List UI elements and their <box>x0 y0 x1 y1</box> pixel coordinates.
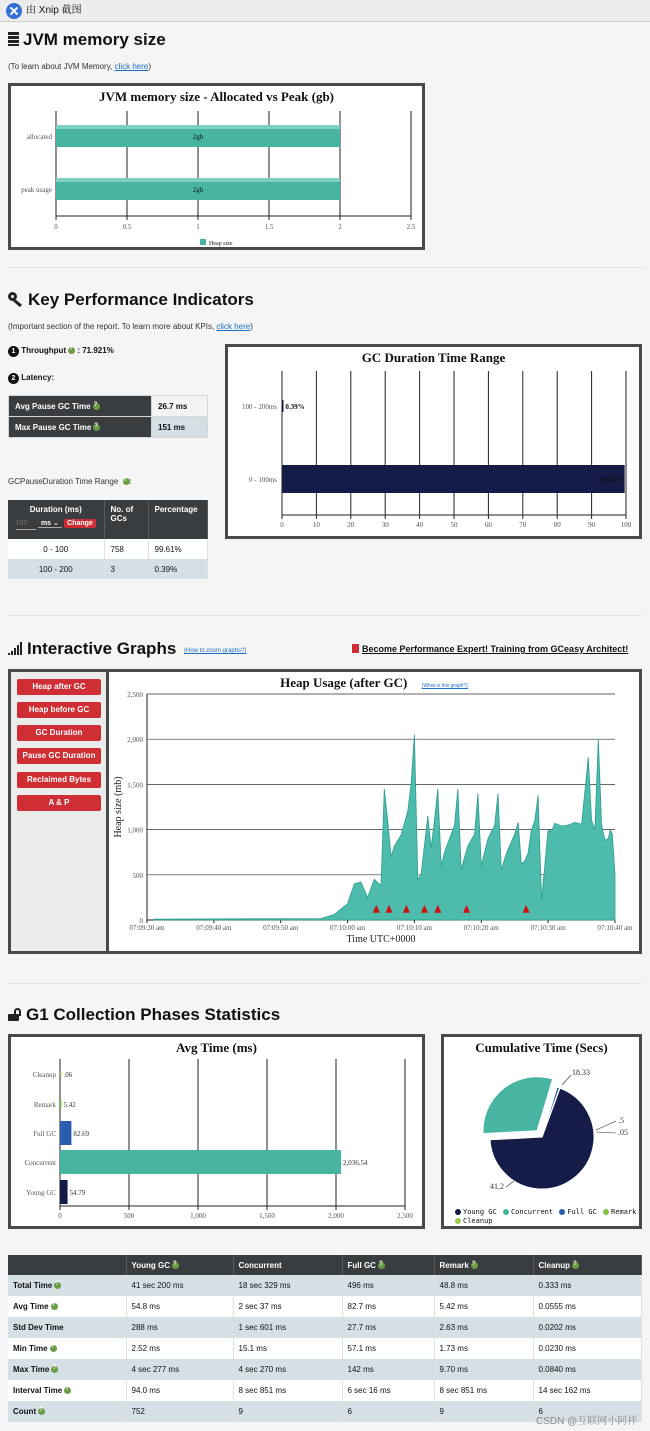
pie-legend: Young GC Concurrent Full GC Remark <box>455 1208 636 1216</box>
pie-slice <box>483 1077 553 1134</box>
table-cell: 496 ms <box>342 1275 434 1296</box>
slice-label: 41.2 <box>490 1182 504 1191</box>
kpi-learn-link[interactable]: click here <box>216 322 251 331</box>
reclaimed-bytes-button[interactable]: Reclaimed Bytes <box>17 772 101 788</box>
category-label: peak usage <box>21 186 52 194</box>
tick-label: 07:10:10 am <box>396 924 433 932</box>
what-is-graph-link[interactable]: (What is this graph?) <box>421 683 468 689</box>
x-axis-label: Time UTC+0000 <box>346 934 416 945</box>
legend-swatch <box>200 239 206 245</box>
row-label: Min Time? <box>8 1338 126 1359</box>
table-cell: 9 <box>434 1401 533 1422</box>
avg-time-title: Avg Time (ms) <box>176 1040 257 1055</box>
jvm-chart <box>11 86 422 247</box>
gc-duration-table <box>8 500 208 579</box>
tick-label: 20 <box>347 521 355 529</box>
bar <box>60 1073 62 1076</box>
help-icon[interactable] <box>51 1303 58 1310</box>
tick-label: 07:10:30 am <box>530 924 566 932</box>
category-label: 0 - 100ms <box>249 476 277 484</box>
table-cell: 0.333 ms <box>533 1275 642 1296</box>
phases-section-title: G1 Collection Phases Statistics <box>8 1005 280 1025</box>
cumulative-time-panel: Cumulative Time (Secs) 41.2 18.33 .5 .05 Young GC Concurrent Full GC Remark Cleanup <box>441 1034 642 1229</box>
xnip-logo-icon <box>6 3 22 19</box>
watermark: CSDN @互联网小阿祥 <box>536 1416 638 1427</box>
max-pause-label: Max Pause GC Time? <box>9 417 152 438</box>
help-icon[interactable] <box>93 424 100 431</box>
phases-table <box>8 1255 642 1422</box>
bar <box>60 1100 62 1108</box>
table-cell: 5.42 ms <box>434 1296 533 1317</box>
bar <box>282 400 284 412</box>
count-header: No. of GCs <box>104 500 148 539</box>
help-icon[interactable] <box>51 1366 58 1373</box>
unit-select[interactable]: ms ⌄ <box>38 519 62 528</box>
cumulative-time-chart <box>444 1037 639 1226</box>
jvm-section-title: JVM memory size <box>8 30 166 50</box>
data-label: 2gb <box>192 133 204 141</box>
table-cell: 82.7 ms <box>342 1296 434 1317</box>
tick-label: 500 <box>123 1212 135 1220</box>
tick-label: 07:10:00 am <box>329 924 366 932</box>
tick-label: 0.5 <box>122 223 132 231</box>
slice-label: .05 <box>618 1128 628 1137</box>
table-cell: 0.0840 ms <box>533 1359 642 1380</box>
heap-before-gc-button[interactable]: Heap before GC <box>17 702 101 718</box>
heap-chart-title: Heap Usage (after GC) <box>280 675 408 690</box>
unlock-icon <box>8 1008 22 1021</box>
table-cell: 15.1 ms <box>233 1338 342 1359</box>
tick-label: 10 <box>312 521 320 529</box>
jvm-learn-link[interactable]: click here <box>114 62 149 71</box>
category-label: allocated <box>26 133 52 141</box>
label-leader <box>562 1075 571 1085</box>
tick-label: 40 <box>416 521 424 529</box>
promo-link[interactable]: Become Performance Expert! Training from GCeasy Architect! <box>352 644 628 654</box>
category-label: Remark <box>33 1101 56 1109</box>
data-label: 2gb <box>192 186 204 194</box>
data-label: 0.39% <box>285 403 305 411</box>
tick-label: 2,500 <box>127 691 143 699</box>
category-label: Full GC <box>33 1130 56 1138</box>
gc-duration-chart-title: GC Duration Time Range <box>361 350 506 365</box>
table-cell: 8 sec 851 ms <box>233 1380 342 1401</box>
tick-label: 07:09:50 am <box>263 924 299 932</box>
category-label: Concurrent <box>24 1159 56 1167</box>
tick-label: 1,000 <box>127 826 143 835</box>
table-cell: 41 sec 200 ms <box>126 1275 233 1296</box>
table-cell: 1.73 ms <box>434 1338 533 1359</box>
full-gc-header: Full GC? <box>342 1255 434 1275</box>
tick-label: 30 <box>381 521 389 529</box>
table-cell: 9 <box>233 1401 342 1422</box>
tick-label: 07:10:20 am <box>463 924 499 932</box>
table-cell: 6 <box>533 1401 642 1422</box>
tick-label: 2,000 <box>127 736 143 745</box>
tick-label: 1 <box>196 223 200 231</box>
table-cell: 142 ms <box>342 1359 434 1380</box>
table-row <box>8 1317 642 1338</box>
heap-chart <box>109 672 639 951</box>
table-row: 0 - 100 758 99.61% <box>8 539 208 559</box>
tick-label: 2,500 <box>397 1212 413 1220</box>
help-icon[interactable] <box>68 347 75 354</box>
table-cell: 8 sec 851 ms <box>434 1380 533 1401</box>
pause-gc-duration-button[interactable]: Pause GC Duration <box>17 748 101 764</box>
row-label: Avg Time? <box>8 1296 126 1317</box>
change-button[interactable]: Change <box>64 519 96 528</box>
tick-label: 0 <box>280 521 284 529</box>
table-cell: 0.0202 ms <box>533 1317 642 1338</box>
step-1-badge: 1 <box>8 346 19 357</box>
table-cell: 0.0230 ms <box>533 1338 642 1359</box>
help-icon[interactable] <box>38 1408 45 1415</box>
category-label: Cleanup <box>32 1071 56 1079</box>
young-gc-header: Young GC? <box>126 1255 233 1275</box>
label-leader <box>596 1121 616 1130</box>
window-title: 由 Xnip 截图 <box>26 5 82 16</box>
a-and-p-button[interactable]: A & P <box>17 795 101 811</box>
jvm-note: (To learn about JVM Memory, click here) <box>8 62 152 71</box>
bar <box>60 1121 71 1145</box>
step-2-badge: 2 <box>8 373 19 384</box>
database-icon <box>8 32 19 46</box>
concurrent-header: Concurrent <box>233 1255 342 1275</box>
heap-chart-area <box>109 672 639 951</box>
percentage-header: Percentage <box>148 500 208 539</box>
table-cell: 2.52 ms <box>126 1338 233 1359</box>
bar <box>60 1180 68 1204</box>
table-cell: 9.70 ms <box>434 1359 533 1380</box>
help-icon[interactable] <box>471 1262 478 1269</box>
table-cell: 1 sec 601 ms <box>233 1317 342 1338</box>
row-label: Total Time? <box>8 1275 126 1296</box>
table-cell: 2.63 ms <box>434 1317 533 1338</box>
tick-label: 07:09:40 am <box>196 924 232 932</box>
data-label: 5.42 <box>63 1101 76 1109</box>
table-cell: 6 <box>342 1401 434 1422</box>
tick-label: 90 <box>588 521 596 529</box>
table-row <box>8 1338 642 1359</box>
kpi-section-title: Key Performance Indicators <box>8 290 254 310</box>
jvm-chart-title: JVM memory size - Allocated vs Peak (gb) <box>98 89 335 104</box>
label-leader <box>506 1181 514 1187</box>
help-icon[interactable] <box>378 1262 385 1269</box>
help-icon[interactable] <box>64 1387 71 1394</box>
data-label: 99.61% <box>599 476 623 484</box>
gc-duration-chart <box>228 347 639 536</box>
table-row: 100 - 200 3 0.39% <box>8 559 208 579</box>
duration-input[interactable] <box>16 518 36 530</box>
bar <box>60 1150 341 1174</box>
help-icon[interactable] <box>93 403 100 410</box>
table-row <box>8 1275 642 1296</box>
category-label: Young GC <box>26 1189 56 1197</box>
table-cell: 752 <box>126 1401 233 1422</box>
tick-label: 50 <box>450 521 458 529</box>
range-label: GCPauseDuration Time Range ? : <box>8 477 132 486</box>
table-row <box>8 1359 642 1380</box>
cleanup-header: Cleanup? <box>533 1255 642 1275</box>
avg-pause-value: 26.7 ms <box>152 396 208 417</box>
table-cell: 14 sec 162 ms <box>533 1380 642 1401</box>
slice-label: .5 <box>618 1116 624 1125</box>
tick-label: 1,500 <box>259 1212 275 1220</box>
bar-highlight <box>56 178 340 182</box>
tick-label: 500 <box>132 871 143 880</box>
y-axis-label: Heap size (mb) <box>113 776 124 838</box>
data-label: .06 <box>63 1071 73 1079</box>
tick-label: 70 <box>519 521 527 529</box>
pause-time-table <box>8 395 208 438</box>
tick-label: 100 <box>620 521 632 529</box>
heap-area <box>154 735 615 920</box>
avg-pause-label: Avg Pause GC Time? <box>9 396 152 417</box>
table-cell: 4 sec 270 ms <box>233 1359 342 1380</box>
table-cell: 94.0 ms <box>126 1380 233 1401</box>
table-row <box>8 1296 642 1317</box>
signal-bars-icon <box>8 642 23 655</box>
row-label: Count? <box>8 1401 126 1422</box>
avg-time-chart <box>11 1037 422 1226</box>
table-cell: 6 sec 16 ms <box>342 1380 434 1401</box>
tick-label: 1.5 <box>264 223 274 231</box>
table-cell: 57.1 ms <box>342 1338 434 1359</box>
legend-label: Heap size <box>209 241 233 247</box>
tick-label: 2 <box>338 223 342 231</box>
label-leader <box>596 1132 616 1133</box>
max-pause-value: 151 ms <box>152 417 208 438</box>
help-icon[interactable] <box>123 478 130 485</box>
tick-label: 0 <box>54 223 58 231</box>
help-icon[interactable] <box>572 1262 579 1269</box>
tick-label: 0 <box>139 917 143 925</box>
data-label: 54.79 <box>69 1189 86 1197</box>
tick-label: 2.5 <box>406 223 416 231</box>
duration-header: Duration (ms) 100 ms ⌄ Change <box>8 500 104 539</box>
help-icon[interactable] <box>172 1262 179 1269</box>
heap-after-gc-button[interactable]: Heap after GC <box>17 679 101 695</box>
tick-label: 1,000 <box>190 1212 206 1220</box>
table-cell: 4 sec 277 ms <box>126 1359 233 1380</box>
table-cell: 0.0555 ms <box>533 1296 642 1317</box>
cumulative-time-title: Cumulative Time (Secs) <box>475 1040 608 1055</box>
table-cell: 288 ms <box>126 1317 233 1338</box>
table-cell: 2 sec 37 ms <box>233 1296 342 1317</box>
category-label: 100 - 200ms <box>242 403 277 411</box>
avg-time-panel <box>8 1034 425 1229</box>
row-label: Std Dev Time <box>8 1317 126 1338</box>
latency: 2 Latency: <box>8 373 54 384</box>
bar <box>282 465 625 493</box>
training-icon <box>352 644 359 653</box>
table-cell: 48.8 ms <box>434 1275 533 1296</box>
gc-duration-button[interactable]: GC Duration <box>17 725 101 741</box>
tick-label: 07:10:40 am <box>597 924 633 932</box>
row-label: Max Time? <box>8 1359 126 1380</box>
tick-label: 60 <box>484 521 492 529</box>
tick-label: 2,000 <box>328 1212 344 1220</box>
remark-header: Remark? <box>434 1255 533 1275</box>
data-label: 2,036.54 <box>343 1159 368 1167</box>
jvm-chart-panel <box>8 83 425 250</box>
tick-label: 07:09:30 am <box>129 924 165 932</box>
throughput: 1 Throughput? : 71.921% <box>8 346 114 357</box>
bar-highlight <box>56 125 340 129</box>
table-cell: 54.8 ms <box>126 1296 233 1317</box>
window-titlebar <box>0 0 650 22</box>
gc-duration-chart-panel <box>225 344 642 539</box>
graphs-section-title: Interactive Graphs <box>8 639 176 659</box>
table-cell: 18 sec 329 ms <box>233 1275 342 1296</box>
data-label: 82.69 <box>73 1130 90 1138</box>
slice-label: 18.33 <box>572 1068 590 1077</box>
tick-label: 1,500 <box>127 781 143 790</box>
help-icon[interactable] <box>54 1282 61 1289</box>
help-icon[interactable] <box>50 1345 57 1352</box>
row-label: Interval Time? <box>8 1380 126 1401</box>
tick-label: 80 <box>553 521 561 529</box>
table-cell: 27.7 ms <box>342 1317 434 1338</box>
zoom-help-link[interactable]: (How to zoom graphs?) <box>184 648 247 654</box>
kpi-note: (Important section of the report. To learn more about KPIs, click here) <box>8 322 253 331</box>
table-row <box>8 1380 642 1401</box>
key-icon <box>8 292 24 306</box>
tick-label: 0 <box>58 1212 62 1220</box>
